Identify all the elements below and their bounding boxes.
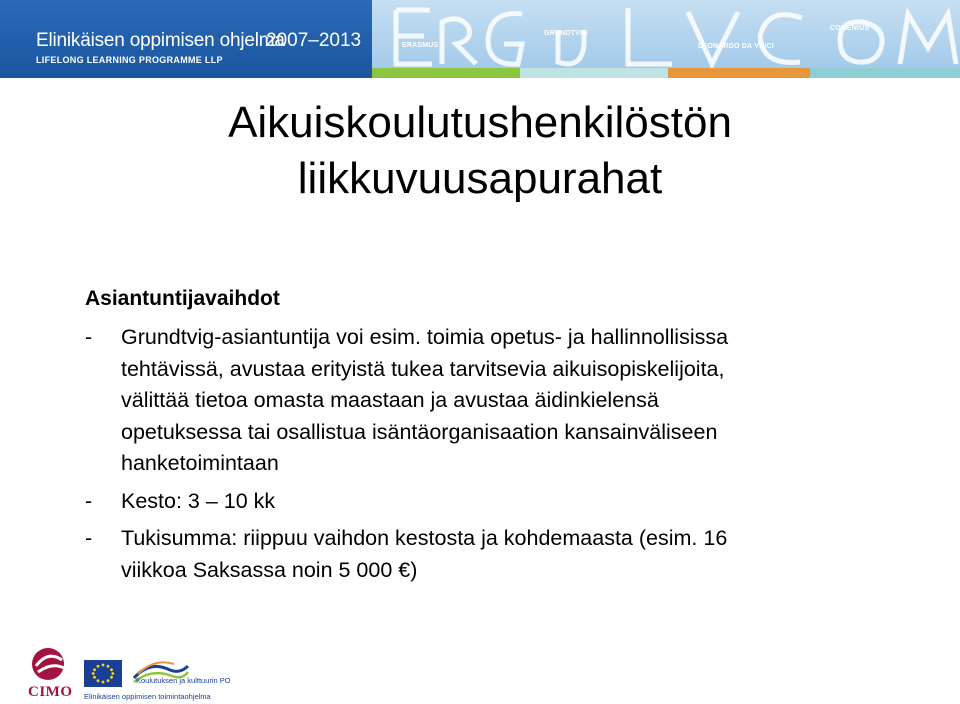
program-subtitle: LIFELONG LEARNING PROGRAMME LLP (36, 55, 223, 65)
banner-strip-light (520, 68, 668, 78)
bullet-list (85, 322, 885, 586)
banner-strip-green (372, 68, 520, 78)
program-office-label: Elinikäisen oppimisen toimintaohjelma (84, 692, 211, 701)
erasmus-label: ERASMUS (402, 42, 439, 49)
eu-flag-icon (84, 660, 122, 687)
header-banner (0, 0, 960, 78)
bullet-item-examples (85, 322, 885, 480)
eu-stars-icon (84, 660, 122, 687)
bullet-line: Kesto: 3 – 10 kk (121, 488, 276, 513)
cimo-logo-icon (26, 642, 76, 688)
title-line-2: liikkuvuusapurahat (297, 154, 663, 203)
bullet-item-grant (85, 523, 885, 586)
banner-strip-orange (668, 68, 810, 78)
section-heading: Asiantuntijavaihdot (85, 287, 280, 310)
program-years: 2007–2013 (266, 30, 362, 51)
program-logo-area (0, 0, 372, 78)
bullet-line: hanketoimintaan (121, 451, 279, 475)
banner-artwork (372, 0, 960, 78)
comenius-label: COMENIUS (830, 25, 870, 32)
bullet-line: opetuksessa tai osallistua isäntäorganisaation kansainväliseen (121, 419, 718, 444)
leonardo-label: LEONARDO DA VINCI (698, 43, 774, 50)
bullet-dash: - (85, 526, 93, 550)
bullet-line: viikkoa Saksassa noin 5 000 €) (121, 557, 418, 582)
bullet-item-duration (85, 486, 885, 518)
ministry-label: Koulutuksen ja kulttuurin PO (136, 676, 231, 685)
slide-title (0, 95, 960, 207)
bullet-dash: - (85, 325, 93, 349)
program-name: Elinikäisen oppimisen ohjelma (36, 30, 285, 51)
bullet-line: tehtävissä, avustaa erityistä tukea tarvitsevia aikuisopiskelijoita, (121, 356, 725, 381)
bullet-dash: - (85, 488, 93, 513)
cimo-label: CIMO (28, 684, 73, 700)
title-line-1: Aikuiskoulutushenkilöstön (228, 98, 732, 147)
footer-logos (0, 640, 960, 704)
banner-strip-teal (810, 68, 960, 78)
bullet-line: välittää tietoa omasta maastaan ja avustaa äidinkielensä (121, 388, 659, 412)
bullet-line: Grundtvig-asiantuntija voi esim. toimia opetus- ja hallinnollisissa (121, 325, 729, 349)
bullet-line: Tukisumma: riippuu vaihdon kestosta ja kohdemaasta (esim. 16 (121, 526, 728, 550)
banner-lettering-icon (372, 0, 960, 78)
grundtvig-label: GRUNDTVIG (544, 30, 588, 37)
